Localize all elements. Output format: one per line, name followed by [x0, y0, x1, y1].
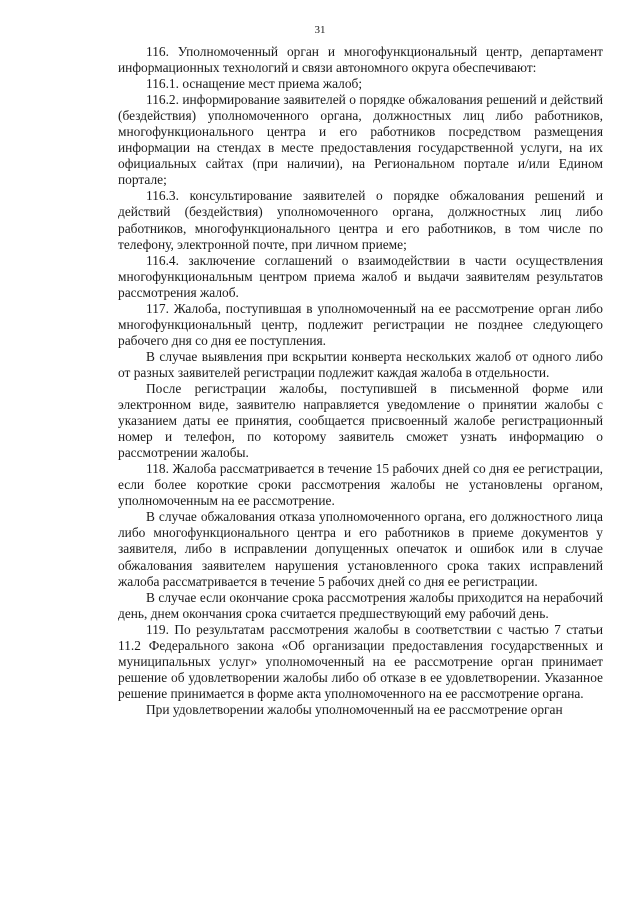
document-body — [118, 44, 603, 718]
paragraph-119: 119. По результатам рассмотрения жалобы в соответствии с частью 7 статьи 11.2 Федерального закона «Об организации предоставления государственных и муниципальных услуг» уполномоченный на ее рассмотрение орган принимает решение об удовлетворении жалобы либо об отказе в ее удовлетворении. Указанное решение принимается в форме акта уполномоченного на ее рассмотрение органа. — [118, 621, 603, 701]
paragraph-116: 116. Уполномоченный орган и многофункциональный центр, департамент информационных технологий и связи автономного округа обеспечивают: — [118, 44, 603, 76]
paragraph-117-notification: После регистрации жалобы, поступившей в письменной форме или электронном виде, заявителю направляется уведомление о принятии жалобы с указанием даты ее принятия, сообщается присвоенный жалобе регистрационный номер и телефон, по которому заявитель сможет узнать информацию о рассмотрении жалобы. — [118, 380, 603, 461]
paragraph-117-multiple-complaints: В случае выявления при вскрытии конверта нескольких жалоб от одного либо от разных заявителей регистрации подлежит каждая жалоба в отдельности. — [118, 348, 603, 380]
page-number: 31 — [314, 24, 326, 36]
paragraph-118: 118. Жалоба рассматривается в течение 15 рабочих дней со дня ее регистрации, если более короткие сроки рассмотрения жалобы не установлены органом, уполномоченным на ее рассмотрение. — [118, 461, 603, 509]
paragraph-116-1: 116.1. оснащение мест приема жалоб; — [146, 76, 363, 92]
paragraph-119-satisfaction: При удовлетворении жалобы уполномоченный на ее рассмотрение орган — [146, 701, 563, 717]
paragraph-116-2: 116.2. информирование заявителей о порядке обжалования решений и действий (бездействия) уполномоченного органа, должностных лиц либо работников, многофункционального центра и его работников посредством размещения информации на стендах в месте предоставления государственной услуги, на их официальных сайтах (при наличии), на Региональном портале и/или Едином портале; — [118, 92, 603, 188]
paragraph-116-4: 116.4. заключение соглашений о взаимодействии в части осуществления многофункциональным центром приема жалоб и выдачи заявителям результатов рассмотрения жалоб. — [118, 252, 603, 300]
paragraph-118-refusal-appeal: В случае обжалования отказа уполномоченного органа, его должностного лица либо многофункционального центра и его работников в приеме документов у заявителя, либо в исправлении допущенных опечаток и ошибок или в случае обжалования заявителем нарушения установленного срока таких исправлений жалоба рассматривается в течение 5 рабочих дней со дня ее регистрации. — [118, 509, 603, 589]
paragraph-116-3: 116.3. консультирование заявителей о порядке обжалования решений и действий (бездействия) уполномоченного органа, должностных лиц либо работников, многофункционального центра и его работников, в том числе по телефону, электронной почте, при личном приеме; — [118, 188, 603, 252]
paragraph-118-nonworking-day: В случае если окончание срока рассмотрения жалобы приходится на нерабочий день, днем окончания срока считается предшествующий ему рабочий день. — [118, 589, 603, 621]
paragraph-117: 117. Жалоба, поступившая в уполномоченный на ее рассмотрение орган либо многофункциональный центр, подлежит регистрации не позднее следующего рабочего дня со дня ее поступления. — [118, 300, 603, 348]
